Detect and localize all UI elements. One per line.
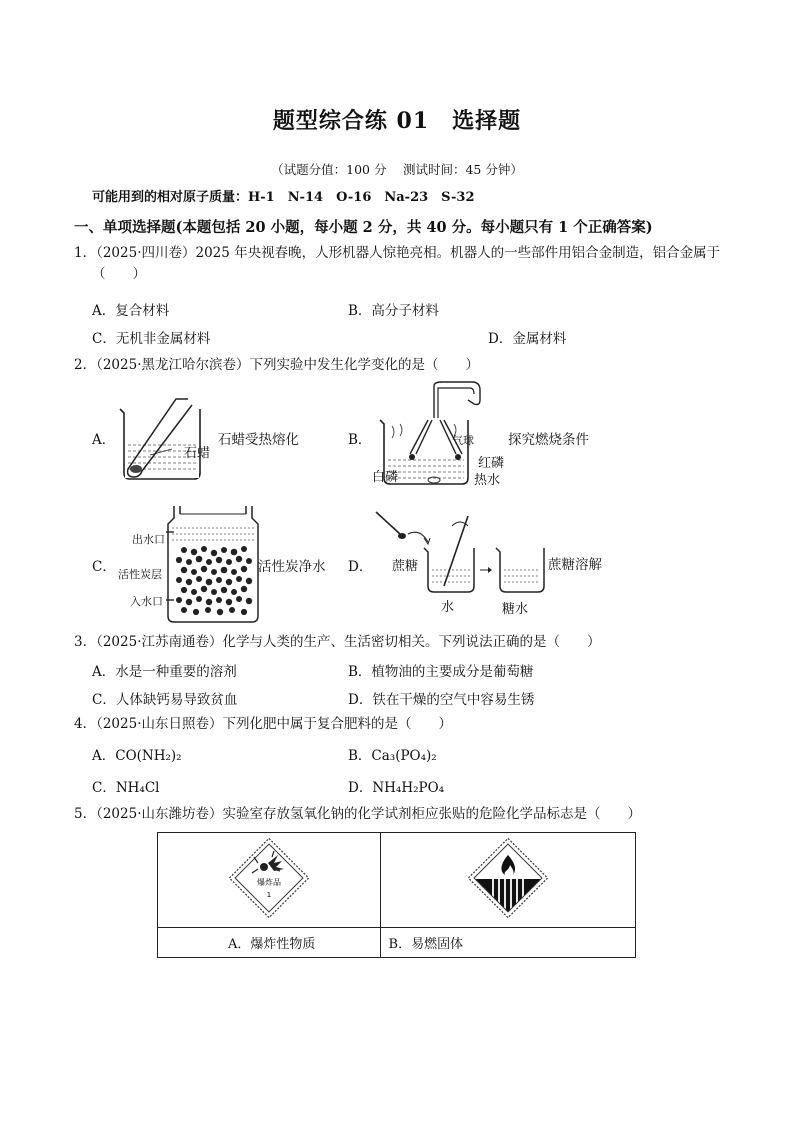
balloon-label: 气球 <box>452 434 474 447</box>
wax-melting-figure <box>116 395 226 485</box>
explosive-sign-number: 1 <box>266 891 271 899</box>
white-phosphorus-label: 白磷 <box>372 470 399 485</box>
q4-option-d-formula: NH₄H₂PO₄ <box>372 780 445 796</box>
wax-label: 石蜡 <box>184 446 211 461</box>
question-5-stem: 5．（2025·山东潍坊卷）实验室存放氢氧化钠的化学试剂柜应张贴的危险化学品标志是（ ） <box>74 806 641 822</box>
hazard-cell-b <box>380 833 635 928</box>
q4-option-c-formula: NH₄Cl <box>115 780 160 796</box>
q3-option-a[interactable]: A．水是一种重要的溶剂 <box>92 664 237 680</box>
test-info: （试题分值：100 分 测试时间：45 分钟） <box>271 162 523 177</box>
q2-option-a[interactable]: A． <box>92 432 116 448</box>
q4-option-d[interactable] <box>348 776 444 796</box>
sugar-water-label: 糖水 <box>502 602 529 617</box>
question-1-stem <box>74 243 734 285</box>
page-title: 题型综合练 01 选择题 <box>272 108 522 134</box>
q4-option-d-prefix: D． <box>348 780 373 796</box>
q3-option-d[interactable]: D．铁在干燥的空气中容易生锈 <box>348 692 535 708</box>
q4-option-a-formula: CO(NH₂)₂ <box>115 748 182 764</box>
q2-option-d-caption: 蔗糖溶解 <box>548 557 602 573</box>
q2-option-d[interactable]: D． <box>348 559 373 575</box>
charcoal-layer-label: 活性炭层 <box>118 568 162 581</box>
hazard-label-b[interactable]: B．易燃固体 <box>380 928 635 958</box>
sucrose-label: 蔗糖 <box>392 559 419 574</box>
question-4-stem: 4．（2025·山东日照卷）下列化肥中属于复合肥料的是（ ） <box>74 716 452 732</box>
flammable-solid-icon <box>463 833 553 923</box>
q1-option-c[interactable]: C．无机非金属材料 <box>92 331 211 347</box>
explosive-hazard-icon <box>224 833 314 923</box>
water-inlet-label: 入水口 <box>130 595 163 608</box>
hazard-sign-table <box>157 832 636 958</box>
water-outlet-label: 出水口 <box>132 533 165 546</box>
q4-option-b-prefix: B． <box>348 748 372 764</box>
section-heading: 一、单项选择题(本题包括 20 小题，每小题 2 分，共 40 分。每小题只有 1 个正确答案) <box>74 219 653 236</box>
red-phosphorus-label: 红磷 <box>478 456 505 471</box>
q2-option-c-caption: 活性炭净水 <box>258 559 326 575</box>
charcoal-filter-figure <box>166 500 262 624</box>
question-3-stem: 3．（2025·江苏南通卷）化学与人类的生产、生活密切相关。下列说法正确的是（ ） <box>74 634 601 650</box>
q1-option-d[interactable]: D．金属材料 <box>488 331 567 347</box>
question-2-stem: 2．（2025·黑龙江哈尔滨卷）下列实验中发生化学变化的是（ ） <box>74 357 479 373</box>
q3-option-c[interactable]: C．人体缺钙易导致贫血 <box>92 692 238 708</box>
q4-option-c[interactable] <box>92 776 160 796</box>
q2-option-b[interactable]: B． <box>348 432 372 448</box>
atomic-mass-line: 可能用到的相对原子质量：H-1 N-14 O-16 Na-23 S-32 <box>92 190 475 205</box>
q1-option-b[interactable]: B．高分子材料 <box>348 303 439 319</box>
explosive-sign-text: 爆炸品 <box>256 878 281 887</box>
q2-option-b-caption: 探究燃烧条件 <box>508 432 589 448</box>
water-label: 水 <box>441 600 455 615</box>
hazard-cell-a <box>158 833 381 928</box>
q4-option-b-formula: Ca₃(PO₄)₂ <box>371 748 437 764</box>
sugar-dissolve-figure <box>372 506 550 596</box>
q4-option-b[interactable] <box>348 744 437 764</box>
q4-option-a[interactable] <box>92 744 182 764</box>
question-1-paren: （ ） <box>92 266 146 282</box>
q2-option-c[interactable]: C． <box>92 559 116 575</box>
q4-option-a-prefix: A． <box>92 748 116 764</box>
q3-option-b[interactable]: B．植物油的主要成分是葡萄糖 <box>348 664 534 680</box>
hazard-label-a[interactable]: A．爆炸性物质 <box>158 928 381 958</box>
question-1-text: 1．（2025·四川卷）2025 年央视春晚，人形机器人惊艳亮相。机器人的一些部件用铝合金制造，铝合金属于 <box>74 245 721 261</box>
hot-water-label: 热水 <box>474 473 501 488</box>
q1-option-a[interactable]: A．复合材料 <box>92 303 170 319</box>
q2-option-a-caption: 石蜡受热熔化 <box>218 432 299 448</box>
q4-option-c-prefix: C． <box>92 780 116 796</box>
